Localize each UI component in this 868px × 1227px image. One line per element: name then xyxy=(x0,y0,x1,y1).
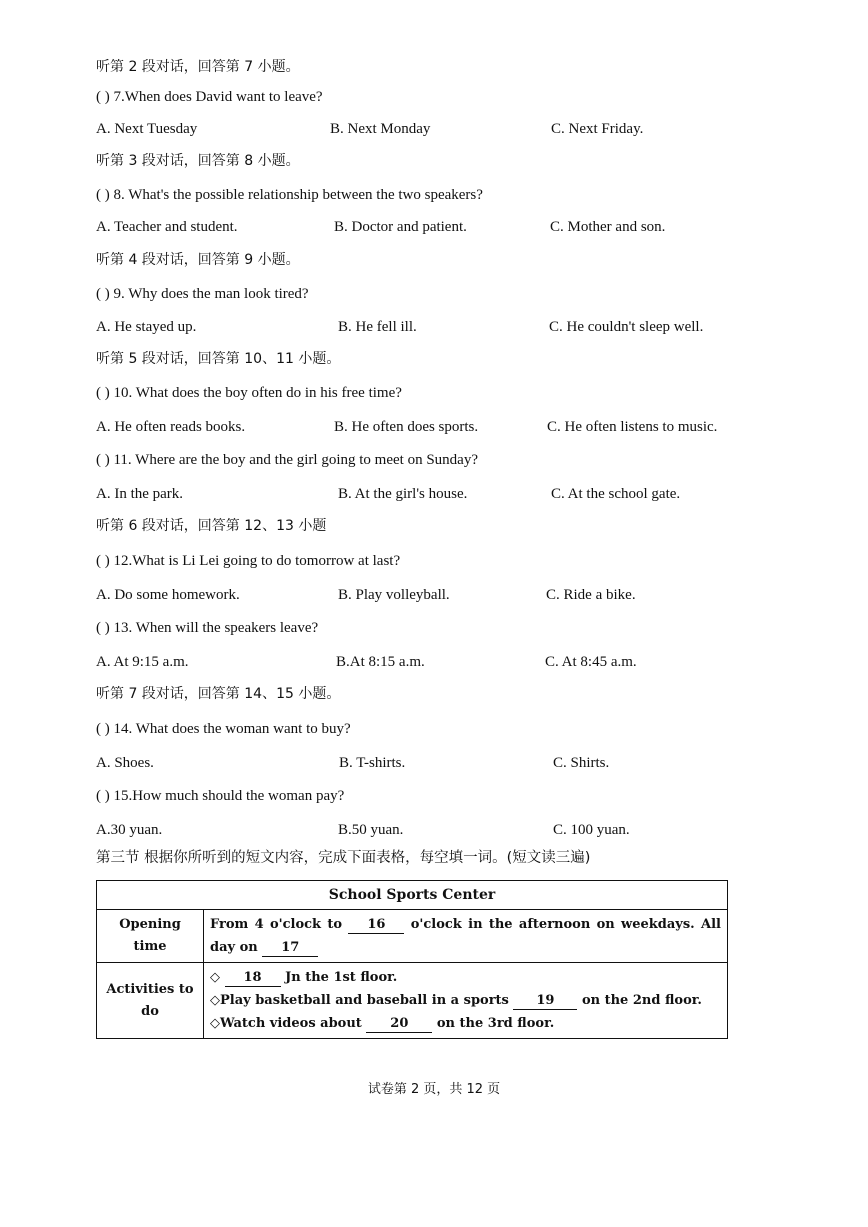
opening-time-content xyxy=(204,910,728,963)
section-header: 听第 2 段对话，回答第 7 小题。 xyxy=(96,59,300,75)
option-b: B.At 8:15 a.m. xyxy=(336,654,425,670)
activity-text: Play basketball and baseball in a sports xyxy=(220,993,509,1008)
options-15 xyxy=(0,821,868,839)
table-title: School Sports Center xyxy=(97,881,728,910)
question-15: ( ) 15.How much should the woman pay? xyxy=(96,788,345,804)
blank-18: 18 xyxy=(225,970,281,987)
option-c: C. Ride a bike. xyxy=(546,587,636,603)
option-b: B. Play volleyball. xyxy=(338,587,450,603)
diamond-bullet-icon: ◇ xyxy=(210,970,220,985)
section-header: 听第 7 段对话，回答第 14、15 小题。 xyxy=(96,686,341,702)
section-header: 听第 5 段对话，回答第 10、11 小题。 xyxy=(96,351,341,367)
activity-item-1 xyxy=(210,966,721,989)
options-10 xyxy=(0,418,868,436)
option-b: B. He often does sports. xyxy=(334,419,479,435)
opening-text-1: From 4 o'clock to xyxy=(210,917,343,932)
opening-time-label: Opening time xyxy=(97,910,204,963)
option-c: C. He often listens to music. xyxy=(547,419,718,435)
blank-16: 16 xyxy=(348,917,404,934)
activity-text: on the 3rd floor. xyxy=(436,1016,555,1031)
section-header: 听第 4 段对话，回答第 9 小题。 xyxy=(96,252,300,268)
option-a: A. Next Tuesday xyxy=(96,121,198,137)
option-c: C. He couldn't sleep well. xyxy=(549,319,704,335)
activity-text: Watch videos about xyxy=(220,1016,362,1031)
option-b: B. Next Monday xyxy=(330,121,431,137)
option-b: B.50 yuan. xyxy=(338,822,404,838)
option-b: B. At the girl's house. xyxy=(338,486,468,502)
question-11: ( ) 11. Where are the boy and the girl going to meet on Sunday? xyxy=(96,452,478,468)
option-c: C. Next Friday. xyxy=(551,121,644,137)
activities-label: Activities to do xyxy=(97,963,204,1039)
part3-header: 第三节 根据你所听到的短文内容，完成下面表格，每空填一词。(短文读三遍) xyxy=(96,850,591,866)
option-a: A. In the park. xyxy=(96,486,184,502)
blank-17: 17 xyxy=(262,940,318,957)
sports-center-table xyxy=(96,880,728,1039)
options-7 xyxy=(0,120,868,138)
option-a: A. Shoes. xyxy=(96,755,154,771)
options-11 xyxy=(0,485,868,503)
activity-text: Jn the 1st floor. xyxy=(285,970,398,985)
question-7: ( ) 7.When does David want to leave? xyxy=(96,89,323,105)
question-14: ( ) 14. What does the woman want to buy? xyxy=(96,721,351,737)
options-13 xyxy=(0,653,868,671)
options-14 xyxy=(0,754,868,772)
activity-item-3 xyxy=(210,1012,721,1035)
section-header: 听第 6 段对话，回答第 12、13 小题 xyxy=(96,518,327,534)
options-12 xyxy=(0,586,868,604)
option-c: C. At 8:45 a.m. xyxy=(545,654,637,670)
question-13: ( ) 13. When will the speakers leave? xyxy=(96,620,319,636)
options-9 xyxy=(0,318,868,336)
page-footer: 试卷第 2 页，共 12 页 xyxy=(367,1082,501,1097)
activity-text: on the 2nd floor. xyxy=(581,993,702,1008)
option-a: A. He stayed up. xyxy=(96,319,197,335)
option-a: A.30 yuan. xyxy=(96,822,163,838)
activity-item-2 xyxy=(210,989,721,1012)
option-c: C. Mother and son. xyxy=(550,219,666,235)
activities-content xyxy=(204,963,728,1039)
options-8 xyxy=(0,218,868,236)
option-a: A. At 9:15 a.m. xyxy=(96,654,189,670)
option-b: B. T-shirts. xyxy=(339,755,406,771)
question-10: ( ) 10. What does the boy often do in his free time? xyxy=(96,385,402,401)
option-c: C. Shirts. xyxy=(553,755,610,771)
question-12: ( ) 12.What is Li Lei going to do tomorrow at last? xyxy=(96,553,401,569)
option-b: B. He fell ill. xyxy=(338,319,417,335)
option-b: B. Doctor and patient. xyxy=(334,219,467,235)
option-a: A. Teacher and student. xyxy=(96,219,238,235)
option-a: A. He often reads books. xyxy=(96,419,246,435)
diamond-bullet-icon: ◇ xyxy=(210,993,220,1008)
option-a: A. Do some homework. xyxy=(96,587,240,603)
blank-19: 19 xyxy=(513,993,577,1010)
opening-text-2: o'clock in the afternoon on weekdays. All day on xyxy=(210,917,721,955)
question-8: ( ) 8. What's the possible relationship between the two speakers? xyxy=(96,187,483,203)
section-header: 听第 3 段对话，回答第 8 小题。 xyxy=(96,153,300,169)
blank-20: 20 xyxy=(366,1016,432,1033)
diamond-bullet-icon: ◇ xyxy=(210,1016,220,1031)
option-c: C. At the school gate. xyxy=(551,486,681,502)
question-9: ( ) 9. Why does the man look tired? xyxy=(96,286,309,302)
option-c: C. 100 yuan. xyxy=(553,822,630,838)
